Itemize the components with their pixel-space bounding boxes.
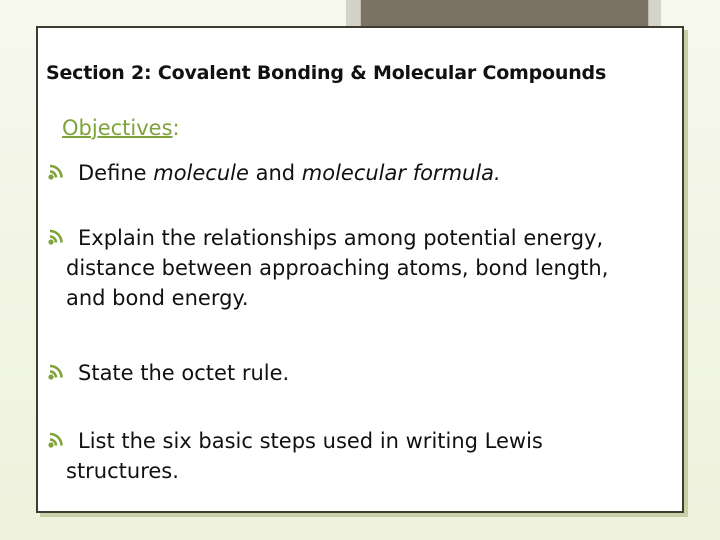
bullet-item-3 — [46, 358, 289, 388]
bullet-3-line-1: State the octet rule. — [78, 361, 290, 385]
bullet-1-part-1: Define — [78, 161, 154, 185]
bullet-item-4 — [46, 426, 543, 486]
bullet-4-line-2: structures. — [66, 459, 179, 483]
objectives-label: Objectives — [62, 116, 173, 140]
slide-title: Section 2: Covalent Bonding & Molecular Compounds — [46, 62, 607, 84]
wifi-signal-icon — [46, 228, 76, 246]
bullet-1-part-4: molecular formula. — [301, 161, 501, 185]
bullet-1-part-2: molecule — [153, 161, 249, 185]
objectives-colon: : — [172, 116, 180, 140]
bullet-item-2 — [46, 223, 608, 313]
wifi-signal-icon — [46, 431, 76, 449]
top-decorative-band — [360, 0, 649, 26]
objectives-heading — [62, 116, 180, 140]
wifi-signal-icon — [46, 363, 76, 381]
bullet-2-line-1: Explain the relationships among potential energy, — [78, 226, 604, 250]
bullet-4-line-1: List the six basic steps used in writing Lewis — [78, 429, 543, 453]
bullet-2-line-2: distance between approaching atoms, bond length, — [66, 256, 609, 280]
wifi-signal-icon — [46, 163, 76, 181]
bullet-2-line-3: and bond energy. — [66, 286, 249, 310]
bullet-1-part-3: and — [248, 161, 302, 185]
bullet-item-1 — [46, 158, 501, 188]
